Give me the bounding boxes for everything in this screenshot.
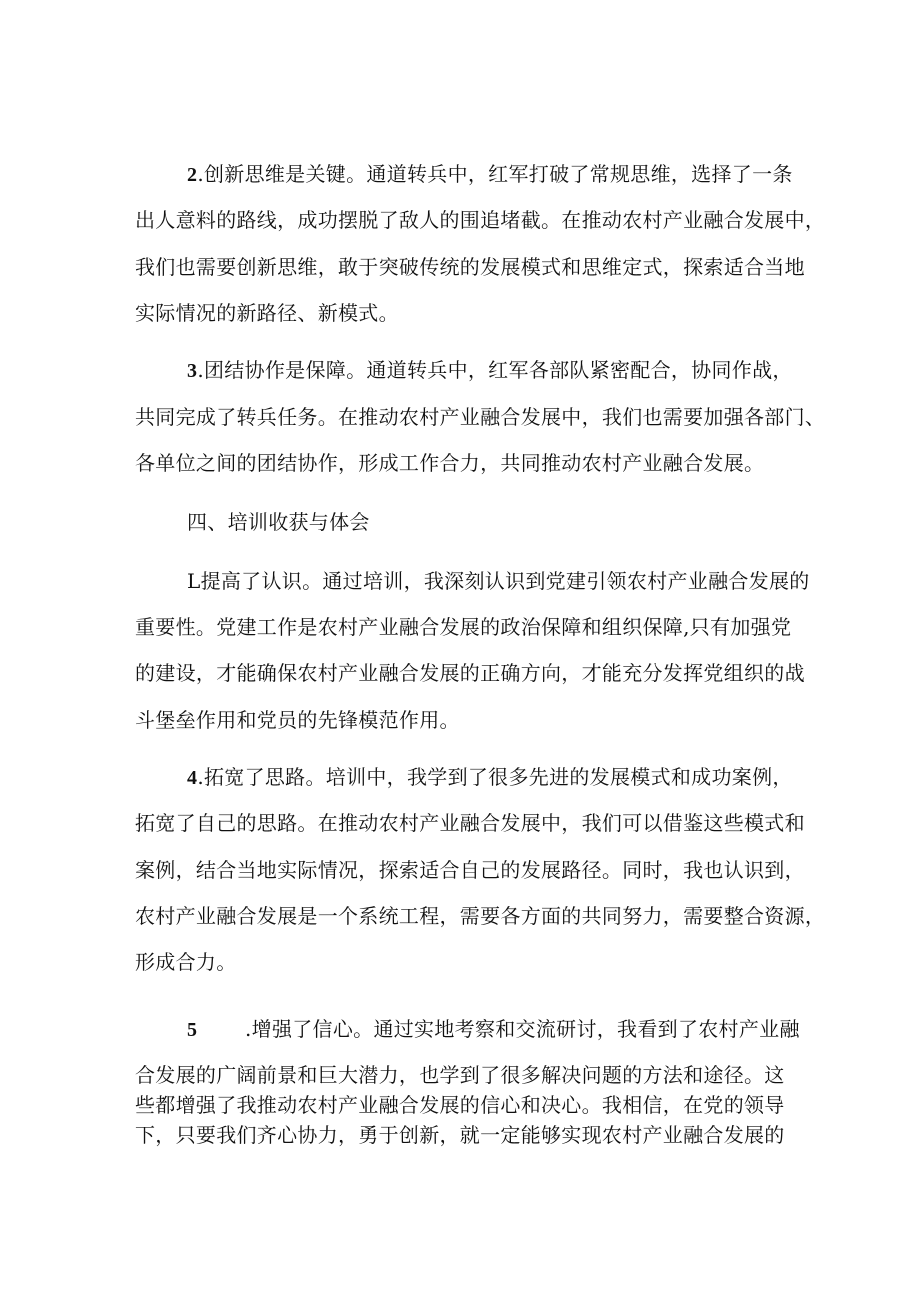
section-heading: 四、培训收获与体会 bbox=[187, 510, 370, 534]
paragraph-4-line-2: 拓宽了自己的思路。在推动农村产业融合发展中，我们可以借鉴这些模式和 bbox=[135, 811, 805, 835]
paragraph-4-line-3: 案例，结合当地实际情况，探索适合自己的发展路径。同时，我也认识到， bbox=[135, 858, 805, 882]
paragraph-4-number: 4 bbox=[187, 767, 198, 789]
paragraph-2-line-2: 出人意料的路线，成功摆脱了敌人的围追堵截。在推动农村产业融合发展中， bbox=[135, 208, 826, 232]
paragraph-l-line-1: L提高了认识。通过培训，我深刻认识到党建引领农村产业融合发展的 bbox=[187, 569, 810, 593]
paragraph-2-line-3: 我们也需要创新思维，敢于突破传统的发展模式和思维定式，探索适合当地 bbox=[135, 255, 805, 279]
paragraph-l-line-4: 斗堡垒作用和党员的先锋模范作用。 bbox=[135, 708, 460, 732]
paragraph-5-line-1: 5 .增强了信心。通过实地考察和交流研讨，我看到了农村产业融 bbox=[187, 1015, 887, 1044]
paragraph-4-line-1: 4.拓宽了思路。培训中，我学到了很多先进的发展模式和成功案例， bbox=[187, 765, 793, 789]
paragraph-3-line-1: 3.团结协作是保障。通道转兵中，红军各部队紧密配合，协同作战， bbox=[187, 358, 793, 382]
paragraph-5-number: 5 bbox=[187, 1019, 198, 1041]
paragraph-3-number: 3 bbox=[187, 360, 198, 382]
paragraph-l-line-2: 重要性。党建工作是农村产业融合发展的政治保障和组织保障,只有加强党 bbox=[135, 615, 792, 639]
paragraph-2-line-1: 2.创新思维是关键。通道转兵中，红军打破了常规思维，选择了一条 bbox=[187, 162, 793, 186]
paragraph-4-line-5: 形成合力。 bbox=[135, 950, 237, 974]
paragraph-l-line-3: 的建设，才能确保农村产业融合发展的正确方向，才能充分发挥党组织的战 bbox=[135, 661, 805, 685]
paragraph-4-line-4: 农村产业融合发展是一个系统工程，需要各方面的共同努力，需要整合资源， bbox=[135, 904, 826, 928]
paragraph-5-line-2: 合发展的广阔前景和巨大潜力，也学到了很多解决问题的方法和途径。这 bbox=[135, 1063, 785, 1087]
paragraph-3-line-2: 共同完成了转兵任务。在推动农村产业融合发展中，我们也需要加强各部门、 bbox=[135, 405, 826, 429]
paragraph-3-line-3: 各单位之间的团结协作，形成工作合力，共同推动农村产业融合发展。 bbox=[135, 451, 765, 475]
paragraph-5-line-3: 些都增强了我推动农村产业融合发展的信心和决心。我相信，在党的领导 bbox=[135, 1093, 785, 1117]
paragraph-2-line-4: 实际情况的新路径、新模式。 bbox=[135, 301, 399, 325]
paragraph-2-number: 2 bbox=[187, 164, 198, 186]
paragraph-5-line-4: 下，只要我们齐心协力，勇于创新，就一定能够实现农村产业融合发展的 bbox=[135, 1123, 785, 1147]
